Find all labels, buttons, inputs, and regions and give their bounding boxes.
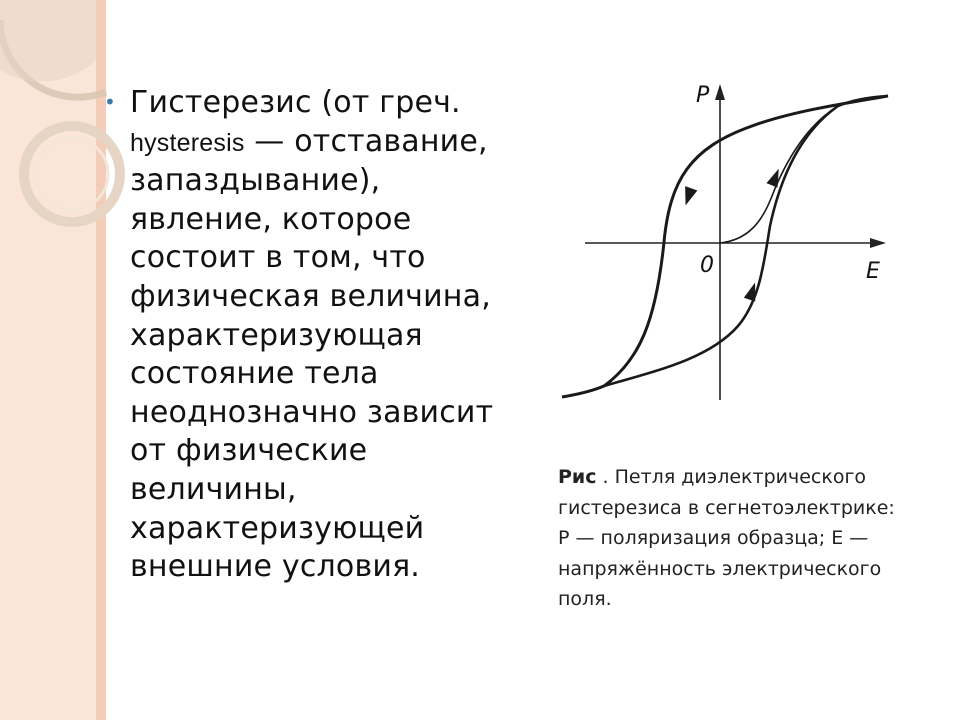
initial-curve (720, 106, 838, 243)
bullet-text-latin: hysteresis (130, 128, 245, 157)
loop-upper-branch (562, 96, 888, 397)
bullet-text-part1: Гистерезис (от греч. (130, 85, 461, 120)
origin-label: 0 (700, 253, 714, 278)
hysteresis-diagram (554, 72, 900, 412)
bullet-dot-icon: • (104, 90, 116, 114)
loop-lower-branch (604, 96, 888, 386)
bullet-item (104, 84, 524, 587)
caption-bold: Рис (558, 466, 597, 488)
bullet-text (130, 84, 524, 587)
ring-top-fill (0, 0, 96, 82)
panel-background (0, 0, 96, 720)
axis-x-label: E (866, 259, 880, 284)
axis-x-arrow (870, 238, 886, 248)
figure-caption (558, 462, 908, 615)
bullet-text-part2: — отставание, запаздывание), явление, которое состоит в том, что физическая величина, характеризующая состояние тела неоднозначно зависит от физические величины, характеризующей внешние условия. (130, 123, 494, 585)
axis-y-label: P (696, 83, 710, 108)
arrow-down-icon (679, 186, 697, 207)
axis-y-arrow (715, 84, 725, 100)
caption-text: . Петля диэлектрического гистерезиса в сегнетоэлектрике: P — поляризация образца; E — напряжённость электрического поля. (558, 466, 895, 611)
